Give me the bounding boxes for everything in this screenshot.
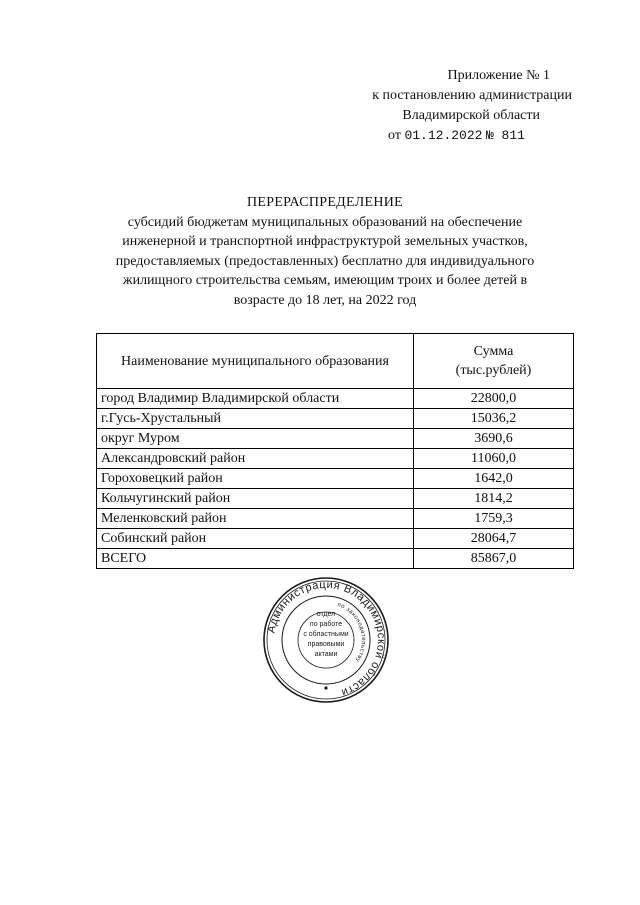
stamp-seal-icon <box>262 576 390 704</box>
table-total-row <box>97 549 574 569</box>
official-stamp <box>262 576 390 704</box>
appendix-title: Приложение № 1 <box>447 68 550 83</box>
municipality-name: Меленковский район <box>97 509 414 529</box>
document-title: ПЕРЕРАСПРЕДЕЛЕНИЕ <box>246 195 404 210</box>
header-sum-unit: (тыс.рублей) <box>455 363 532 378</box>
appendix-region: Владимирской области <box>402 108 540 123</box>
municipality-name: город Владимир Владимирской области <box>97 389 414 409</box>
stamp-center-line: отдел <box>316 611 336 618</box>
total-label: ВСЕГО <box>97 549 414 569</box>
sum-value: 28064,7 <box>414 529 574 549</box>
subsidy-table <box>96 333 574 569</box>
municipality-name: Александровский район <box>97 449 414 469</box>
municipality-name: Собинский район <box>97 529 414 549</box>
document-heading <box>90 193 560 310</box>
table-row <box>97 389 574 409</box>
stamp-center-line: с областными <box>303 631 349 638</box>
sum-value: 11060,0 <box>414 449 574 469</box>
heading-line: предоставляемых (предоставленных) бесплатно для индивидуального <box>115 253 535 269</box>
header-sum-label: Сумма <box>473 344 514 359</box>
stamp-inner-ring-text: по законодательству <box>336 601 367 664</box>
heading-line: возрасте до 18 лет, на 2022 год <box>233 292 417 308</box>
sum-value: 1759,3 <box>414 509 574 529</box>
heading-line: инженерной и транспортной инфраструктурой земельных участков, <box>122 234 528 249</box>
heading-line: жилищного строительства семьям, имеющим троих и более детей в <box>122 273 528 288</box>
table-row <box>97 409 574 429</box>
sum-value: 3690,6 <box>414 429 574 449</box>
header-municipality: Наименование муниципального образования <box>97 334 414 389</box>
stamp-center-line: правовыми <box>307 641 345 648</box>
appendix-date-line <box>300 126 572 146</box>
table-row <box>97 489 574 509</box>
sum-value: 15036,2 <box>414 409 574 429</box>
table-header-row <box>97 334 574 389</box>
stamp-center-line: по работе <box>309 621 343 628</box>
table-row <box>97 449 574 469</box>
table-row <box>97 509 574 529</box>
municipality-name: округ Муром <box>97 429 414 449</box>
table-row <box>97 429 574 449</box>
stamp-center-line: актами <box>314 651 338 658</box>
header-sum <box>414 334 574 389</box>
sum-value: 1642,0 <box>414 469 574 489</box>
stamp-ring-text: Администрация Владимирской области <box>265 578 388 699</box>
sum-value: 22800,0 <box>414 389 574 409</box>
heading-line: субсидий бюджетам муниципальных образований на обеспечение <box>127 214 523 230</box>
appendix-block <box>300 66 572 146</box>
decree-number: № 811 <box>485 128 525 143</box>
municipality-name: Кольчугинский район <box>97 489 414 509</box>
decree-date: 01.12.2022 <box>404 128 483 143</box>
table-row <box>97 529 574 549</box>
appendix-subtitle: к постановлению администрации <box>372 88 572 103</box>
municipality-name: Гороховецкий район <box>97 469 414 489</box>
municipality-name: г.Гусь-Хрустальный <box>97 409 414 429</box>
table-row <box>97 469 574 489</box>
total-value: 85867,0 <box>414 549 574 569</box>
sum-value: 1814,2 <box>414 489 574 509</box>
date-prefix: от <box>388 128 401 143</box>
